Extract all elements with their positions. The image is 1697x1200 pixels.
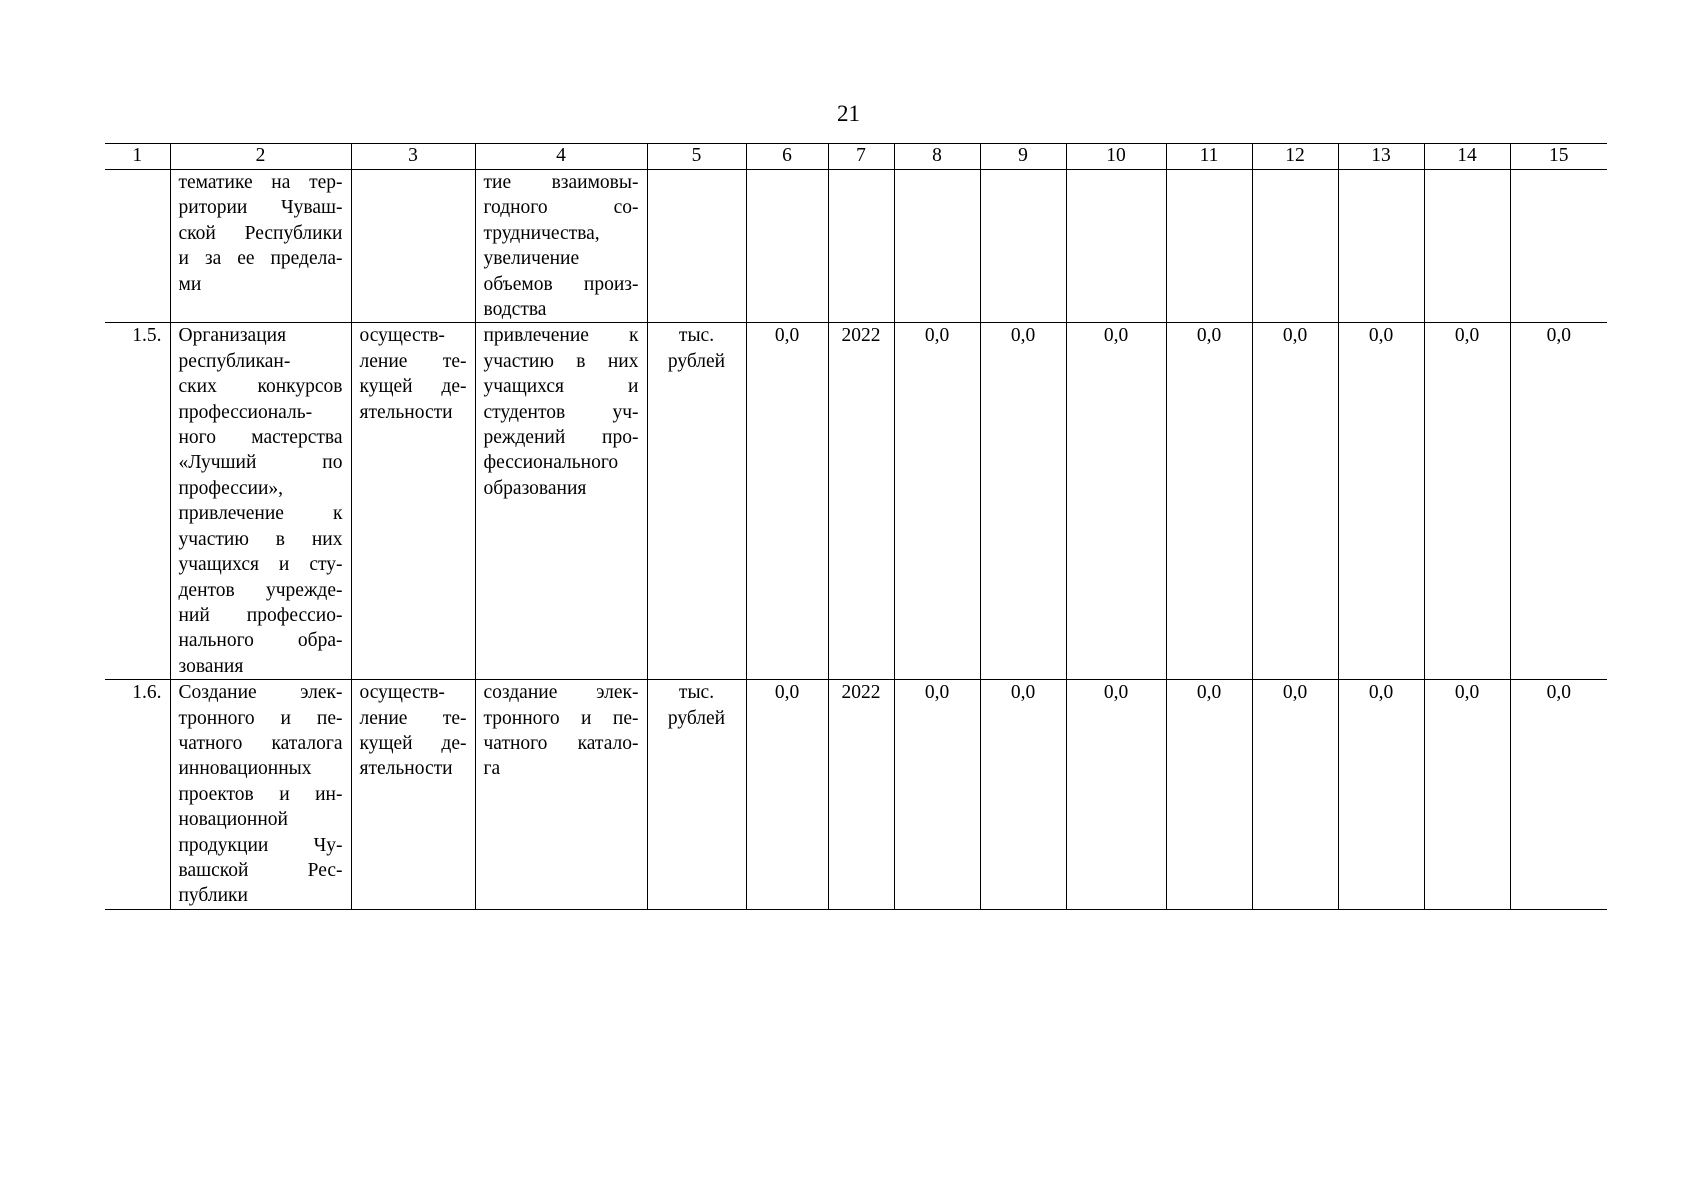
event-name-cell — [170, 170, 351, 323]
text-line: «Лучший по — [178, 452, 343, 474]
value-cell-c7 — [828, 170, 894, 323]
text-line: ритории Чуваш- — [178, 197, 343, 219]
text-line: ской Республики — [178, 222, 343, 244]
value-cell-c10 — [1066, 170, 1166, 323]
column-header: 10 — [1066, 144, 1166, 170]
table-row — [105, 170, 1607, 323]
column-header: 9 — [980, 144, 1066, 170]
text-line: профессии», — [178, 477, 284, 499]
text-line: студентов уч- — [483, 401, 639, 423]
value-cell-c13 — [1338, 170, 1424, 323]
column-header: 12 — [1252, 144, 1338, 170]
column-header: 7 — [828, 144, 894, 170]
text-line: учащихся и — [483, 376, 639, 398]
table-header — [105, 144, 1607, 170]
unit-cell — [647, 323, 746, 680]
text-line: тематике на тер- — [178, 172, 343, 193]
text-line: нального обра- — [178, 630, 343, 652]
value-cell-c10: 0,0 — [1066, 680, 1166, 910]
text-line: кущей де- — [359, 376, 467, 398]
value-cell-c8: 0,0 — [894, 680, 980, 910]
funding-source-cell — [351, 170, 475, 323]
value-cell-c8: 0,0 — [894, 323, 980, 680]
value-cell-c9 — [980, 170, 1066, 323]
text-line: тыс. — [678, 682, 715, 704]
value-cell-c9: 0,0 — [980, 680, 1066, 910]
text-line: ских конкурсов — [178, 376, 343, 398]
text-line: ного мастерства — [178, 427, 343, 449]
text-line: водства — [483, 299, 547, 321]
text-line: привлечение к — [483, 325, 639, 347]
value-cell-c6 — [746, 170, 828, 323]
text-line: ятельности — [359, 401, 453, 423]
value-cell-c14: 0,0 — [1424, 323, 1510, 680]
expected-result-cell — [475, 323, 647, 680]
text-line: чатного катало- — [483, 732, 639, 754]
table-row — [105, 680, 1607, 910]
text-line: ление те- — [359, 350, 467, 372]
text-line: чатного каталога — [178, 732, 343, 754]
text-line: тронного и пе- — [178, 707, 343, 729]
column-header: 4 — [475, 144, 647, 170]
value-cell-c13: 0,0 — [1338, 323, 1424, 680]
text-line: рублей — [667, 707, 726, 729]
text-line: новационной — [178, 809, 288, 831]
row-number-cell: 1.6. — [105, 680, 170, 910]
row-number-cell: 1.5. — [105, 323, 170, 680]
text-line: учащихся и сту- — [178, 554, 343, 576]
text-line: Организация — [178, 325, 287, 347]
text-line: трудничества, — [483, 222, 600, 244]
program-table — [105, 143, 1607, 910]
text-line: создание элек- — [483, 682, 639, 704]
text-line: и за ее предела- — [178, 248, 343, 270]
column-header: 13 — [1338, 144, 1424, 170]
value-cell-c15 — [1510, 170, 1607, 323]
text-line: реждений про- — [483, 427, 639, 449]
expected-result-cell — [475, 170, 647, 323]
value-cell-c11: 0,0 — [1166, 680, 1252, 910]
column-header: 6 — [746, 144, 828, 170]
text-line: публики — [178, 885, 248, 907]
value-cell-c6: 0,0 — [746, 680, 828, 910]
text-line: дентов учрежде- — [178, 579, 343, 601]
text-line: участию в них — [178, 528, 343, 550]
value-cell-c7: 2022 — [828, 323, 894, 680]
event-name-cell — [170, 680, 351, 910]
text-line: ятельности — [359, 758, 453, 780]
value-cell-c15: 0,0 — [1510, 680, 1607, 910]
column-header: 11 — [1166, 144, 1252, 170]
value-cell-c14 — [1424, 170, 1510, 323]
value-cell-c11: 0,0 — [1166, 323, 1252, 680]
text-line: Создание элек- — [178, 682, 343, 704]
value-cell-c12: 0,0 — [1252, 323, 1338, 680]
column-header: 8 — [894, 144, 980, 170]
value-cell-c11 — [1166, 170, 1252, 323]
text-line: участию в них — [483, 350, 639, 372]
funding-source-cell — [351, 323, 475, 680]
value-cell-c12: 0,0 — [1252, 680, 1338, 910]
column-header: 15 — [1510, 144, 1607, 170]
text-line: продукции Чу- — [178, 834, 343, 856]
column-header: 5 — [647, 144, 746, 170]
value-cell-c13: 0,0 — [1338, 680, 1424, 910]
row-number-cell — [105, 170, 170, 323]
value-cell-c6: 0,0 — [746, 323, 828, 680]
value-cell-c12 — [1252, 170, 1338, 323]
text-line: зования — [178, 655, 244, 677]
text-line: тыс. — [678, 325, 715, 347]
text-line: осуществ- — [359, 682, 445, 704]
text-line: образования — [483, 477, 587, 499]
column-numbers-row — [105, 144, 1607, 170]
column-header: 2 — [170, 144, 351, 170]
value-cell-c14: 0,0 — [1424, 680, 1510, 910]
text-line: профессиональ- — [178, 401, 313, 423]
text-line: ми — [178, 273, 202, 295]
text-line: тие взаимовы- — [483, 172, 639, 193]
column-header: 3 — [351, 144, 475, 170]
text-line: инновационных — [178, 758, 312, 780]
expected-result-cell — [475, 680, 647, 910]
funding-source-cell — [351, 680, 475, 910]
value-cell-c8 — [894, 170, 980, 323]
unit-cell — [647, 680, 746, 910]
text-line: ний профессио- — [178, 604, 343, 626]
value-cell-c9: 0,0 — [980, 323, 1066, 680]
text-line: тронного и пе- — [483, 707, 639, 729]
value-cell-c7: 2022 — [828, 680, 894, 910]
text-line: увеличение — [483, 248, 580, 270]
text-line: годного со- — [483, 197, 639, 219]
text-line: ление те- — [359, 707, 467, 729]
event-name-cell — [170, 323, 351, 680]
text-line: вашской Рес- — [178, 859, 343, 881]
page-number: 21 — [837, 101, 860, 126]
text-line: республикан- — [178, 350, 291, 372]
table-body — [105, 170, 1607, 910]
column-header: 1 — [105, 144, 170, 170]
table-row — [105, 323, 1607, 680]
text-line: фессионального — [483, 452, 619, 474]
text-line: привлечение к — [178, 503, 343, 525]
text-line: осуществ- — [359, 325, 445, 347]
value-cell-c10: 0,0 — [1066, 323, 1166, 680]
text-line: кущей де- — [359, 732, 467, 754]
text-line: объемов произ- — [483, 273, 639, 295]
text-line: рублей — [667, 350, 726, 372]
unit-cell — [647, 170, 746, 323]
column-header: 14 — [1424, 144, 1510, 170]
text-line: проектов и ин- — [178, 783, 343, 805]
text-line: га — [483, 758, 501, 780]
value-cell-c15: 0,0 — [1510, 323, 1607, 680]
